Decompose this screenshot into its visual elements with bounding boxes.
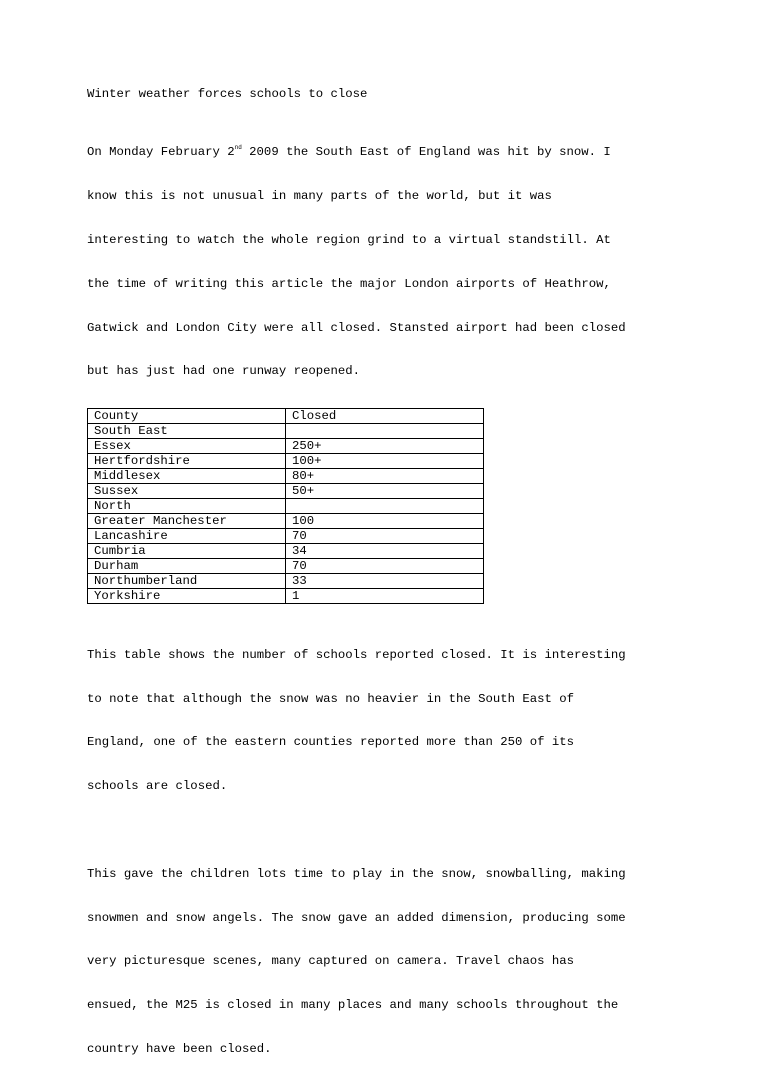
analysis-line-1: This table shows the number of schools reported closed. It is interesting [87,647,626,662]
county-cell: Cumbria [88,544,286,559]
closed-cell [286,499,484,514]
table-row [88,424,484,439]
closing-line-3: very picturesque scenes, many captured on camera. Travel chaos has [87,954,575,969]
closed-cell: 250+ [286,439,484,454]
county-cell: Northumberland [88,574,286,589]
intro-line-5: Gatwick and London City were all closed. Stansted airport had been closed [87,320,626,335]
county-cell: Sussex [88,484,286,499]
intro-line-1-start: On Monday February 2 [87,145,235,160]
document-title: Winter weather forces schools to close [87,87,368,101]
document-page [87,87,687,1086]
intro-line-2: know this is not unusual in many parts of the world, but it was [87,189,552,204]
closing-line-4: ensued, the M25 is closed in many places and many schools throughout the [87,998,619,1013]
county-cell: Greater Manchester [88,514,286,529]
table-row [88,514,484,529]
intro-paragraph [87,116,687,408]
table-row [88,574,484,589]
closed-cell: 100+ [286,454,484,469]
table-header-row [88,409,484,424]
county-cell: North [88,499,286,514]
analysis-line-4: schools are closed. [87,779,228,794]
header-county: County [88,409,286,424]
closed-cell: 80+ [286,469,484,484]
table-row [88,589,484,604]
table-row [88,484,484,499]
table-row [88,439,484,454]
intro-line-4: the time of writing this article the major London airports of Heathrow, [87,276,611,291]
intro-line-1 [87,145,687,160]
closing-line-2: snowmen and snow angels. The snow gave an added dimension, producing some [87,910,626,925]
closed-cell: 50+ [286,484,484,499]
table-row [88,529,484,544]
closed-cell: 34 [286,544,484,559]
closed-cell [286,424,484,439]
analysis-paragraph [87,619,687,823]
county-cell: Yorkshire [88,589,286,604]
table-row [88,559,484,574]
county-cell: Durham [88,559,286,574]
closed-cell: 70 [286,559,484,574]
table-row [88,454,484,469]
county-cell: Hertfordshire [88,454,286,469]
table-row [88,469,484,484]
analysis-line-3: England, one of the eastern counties reported more than 250 of its [87,735,575,750]
intro-line-6: but has just had one runway reopened. [87,364,361,379]
closing-paragraph [87,838,687,1086]
county-cell: Middlesex [88,469,286,484]
closed-cell: 100 [286,514,484,529]
table-row [88,544,484,559]
closed-cell: 70 [286,529,484,544]
intro-ordinal-suffix: nd [234,144,242,152]
county-cell: Lancashire [88,529,286,544]
analysis-line-2: to note that although the snow was no heavier in the South East of [87,691,575,706]
closing-line-1: This gave the children lots time to play in the snow, snowballing, making [87,866,626,881]
closing-line-5: country have been closed. [87,1041,272,1056]
school-closures-table [87,408,484,604]
intro-line-3: interesting to watch the whole region grind to a virtual standstill. At [87,232,611,247]
table-row [88,499,484,514]
county-cell: Essex [88,439,286,454]
header-closed: Closed [286,409,484,424]
closed-cell: 33 [286,574,484,589]
closed-cell: 1 [286,589,484,604]
county-cell: South East [88,424,286,439]
intro-line-1-end: 2009 the South East of England was hit by snow. I [241,145,611,160]
